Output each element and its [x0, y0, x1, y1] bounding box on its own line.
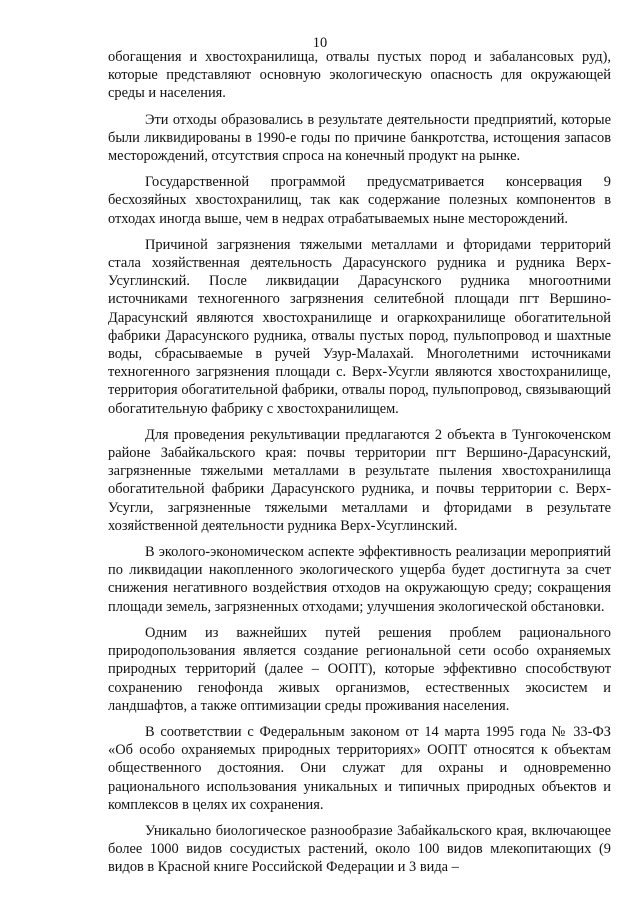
- document-body: [108, 48, 611, 885]
- page-number: 10: [312, 35, 328, 51]
- paragraph: Для проведения рекультивации предлагаются 2 объекта в Тунгокоченском районе Забайкальского края: почвы территории пгт Вершино-Дарасунский, загрязненные тяжелыми металлами в результате пыления хвостохранилища обогатительной фабрики Дарасунского рудника, и почвы территории с. Верх-Усугли, загрязненные тяжелыми металлами и фторидами в результате хозяйственной деятельности рудника Верх-Усуглинский.: [108, 426, 611, 534]
- paragraph: Одним из важнейших путей решения проблем рационального природопользования является создание региональной сети особо охраняемых природных территорий (далее – ООПТ), которые эффективно способствуют сохранению генофонда живых организмов, естественных экосистем и ландшафтов, а также оптимизации среды проживания населения.: [108, 624, 611, 714]
- paragraph: Причиной загрязнения тяжелыми металлами и фторидами территорий стала хозяйственная деятельность Дарасунского рудника и рудника Верх-Усуглинский. После ликвидации Дарасунского рудника многоотними источниками техногенного загрязнения селитебной площади пгт Вершино-Дарасунский являются хвостохранилище и огаркохранилище обогатительной фабрики Дарасунского рудника, отвалы пустых пород, пульпопровод и шахтные воды, сбрасываемые в ручей Узур-Малахай. Многолетними источниками техногенного загрязнения площади с. Верх-Усугли являются хвостохранилище, территория обогатительной фабрики, отвалы пород, пульпопровод, связывающий обогатительную фабрику с хвостохранилищем.: [108, 236, 611, 417]
- paragraph: В эколого-экономическом аспекте эффективность реализации мероприятий по ликвидации накопленного экологического ущерба будет достигнута за счет снижения негативного воздействия отходов на окружающую среду; сокращения площади земель, загрязненных отходами; улучшения экологической обстановки.: [108, 544, 611, 615]
- paragraph: Уникально биологическое разнообразие Забайкальского края, включающее более 1000 видов сосудистых растений, около 100 видов млекопитающих (9 видов в Красной книге Российской Федерации и 3 вида –: [108, 822, 611, 876]
- paragraph: Государственной программой предусматривается консервация 9 бесхозяйных хвостохранилищ, так как содержание полезных компонентов в отходах иногда выше, чем в недрах отрабатываемых ныне месторождений.: [108, 174, 611, 227]
- paragraph: Эти отходы образовались в результате деятельности предприятий, которые были ликвидированы в 1990-е годы по причине банкротства, истощения запасов месторождений, отсутствия спроса на конечный продукт на рынке.: [108, 111, 611, 165]
- paragraph: В соответствии с Федеральным законом от 14 марта 1995 года № 33-ФЗ «Об особо охраняемых природных территориях» ООПТ относятся к объектам общественного достояния. Они служат для охраны и одновременно рационального использования уникальных и типичных природных объектов и комплексов в целях их сохранения.: [108, 723, 611, 813]
- paragraph: обогащения и хвостохранилища, отвалы пустых пород и забалансовых руд), которые представляют основную экологическую опасность для окружающей среды и населения.: [108, 49, 611, 102]
